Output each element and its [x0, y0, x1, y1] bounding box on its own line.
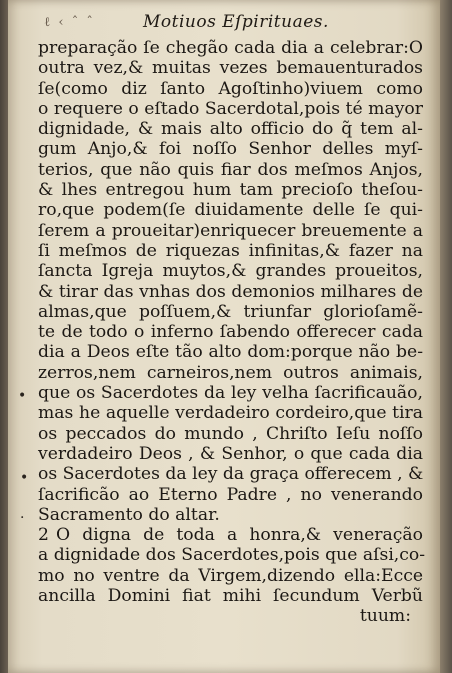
text-line: zerros,nem carneiros,nem outros animais, [38, 362, 423, 383]
text-line: o requere o eſtado Sacerdotal,pois té mayor [38, 98, 423, 119]
text-line: almas,que poſſuem,& triunfar glorioſamẽ- [38, 301, 423, 322]
text-line: Sacramento do altar. [38, 504, 220, 525]
text-line: mo no ventre da Virgem,dizendo ella:Ecce [38, 565, 423, 586]
text-line: preparação ſe chegão cada dia a celebrar:O [38, 38, 423, 58]
text-line: dia a Deos eſte tão alto dom:porque não be- [38, 342, 423, 363]
text-line: & lhes entregou hum tam precioſo theſou- [38, 180, 423, 201]
page-edge [440, 0, 452, 673]
margin-dot: • [18, 388, 27, 404]
book-spine-shadow [0, 0, 8, 673]
text-line: O digna de toda a honra,& veneração [56, 525, 423, 546]
running-head [8, 12, 440, 34]
text-line: ſacrificão ao Eterno Padre , no venerando [38, 484, 423, 505]
text-line: gum Anjo,& foi noſſo Senhor delles myſ- [38, 139, 423, 160]
text-line: ſancta Igreja muytos,& grandes proueitos, [38, 261, 423, 282]
margin-dot: • [20, 470, 29, 486]
text-line: ancilla Domini fiat mihi ſecundum Verbũ [38, 586, 423, 607]
text-line: os Sacerdotes da ley da graça offerecem , & [38, 464, 424, 485]
text-line: a dignidade dos Sacerdotes,pois que aſsi,co- [38, 545, 426, 566]
text-line: & tirar das vnhas dos demonios milhares de [38, 281, 423, 302]
paragraph-number: 2 [38, 525, 49, 546]
catchword: tuum: [359, 606, 411, 627]
text-line: ſerem a proueitar)enriquecer breuemente a [38, 220, 423, 241]
text-line: dignidade, & mais alto officio do q̃ tem al- [38, 119, 423, 140]
text-line: terios, que não quis fiar dos meſmos Anjos, [38, 159, 423, 180]
text-line: ſe(como diz ſanto Agoſtinho)viuem como [38, 78, 423, 99]
paragraph-2-first-line [38, 525, 423, 545]
text-line: mas he aquelle verdadeiro cordeiro,que tira [38, 403, 423, 424]
text-line: que os Sacerdotes da ley velha ſacrificauão, [38, 383, 423, 404]
text-line: te de todo o inferno ſabendo offerecer cada [38, 322, 423, 343]
text-line: ſi meſmos de riquezas infinitas,& fazer na [38, 240, 423, 261]
margin-marks [8, 0, 38, 673]
page-title: Motiuos Eſpirituaes. [143, 12, 329, 32]
body-text [38, 38, 426, 627]
header-marks: ℓ ‹ ˆ ˆ [44, 15, 95, 30]
margin-dot: · [20, 510, 25, 526]
text-line: ro,que podem(ſe diuidamente delle ſe qui- [38, 200, 423, 221]
text-line: verdadeiro Deos , & Senhor, o que cada dia [38, 443, 423, 464]
text-line: outra vez,& muitas vezes bemauenturados [38, 58, 423, 79]
book-page [8, 0, 440, 673]
text-line: os peccados do mundo , Chriſto Ieſu noſſo [38, 423, 423, 444]
